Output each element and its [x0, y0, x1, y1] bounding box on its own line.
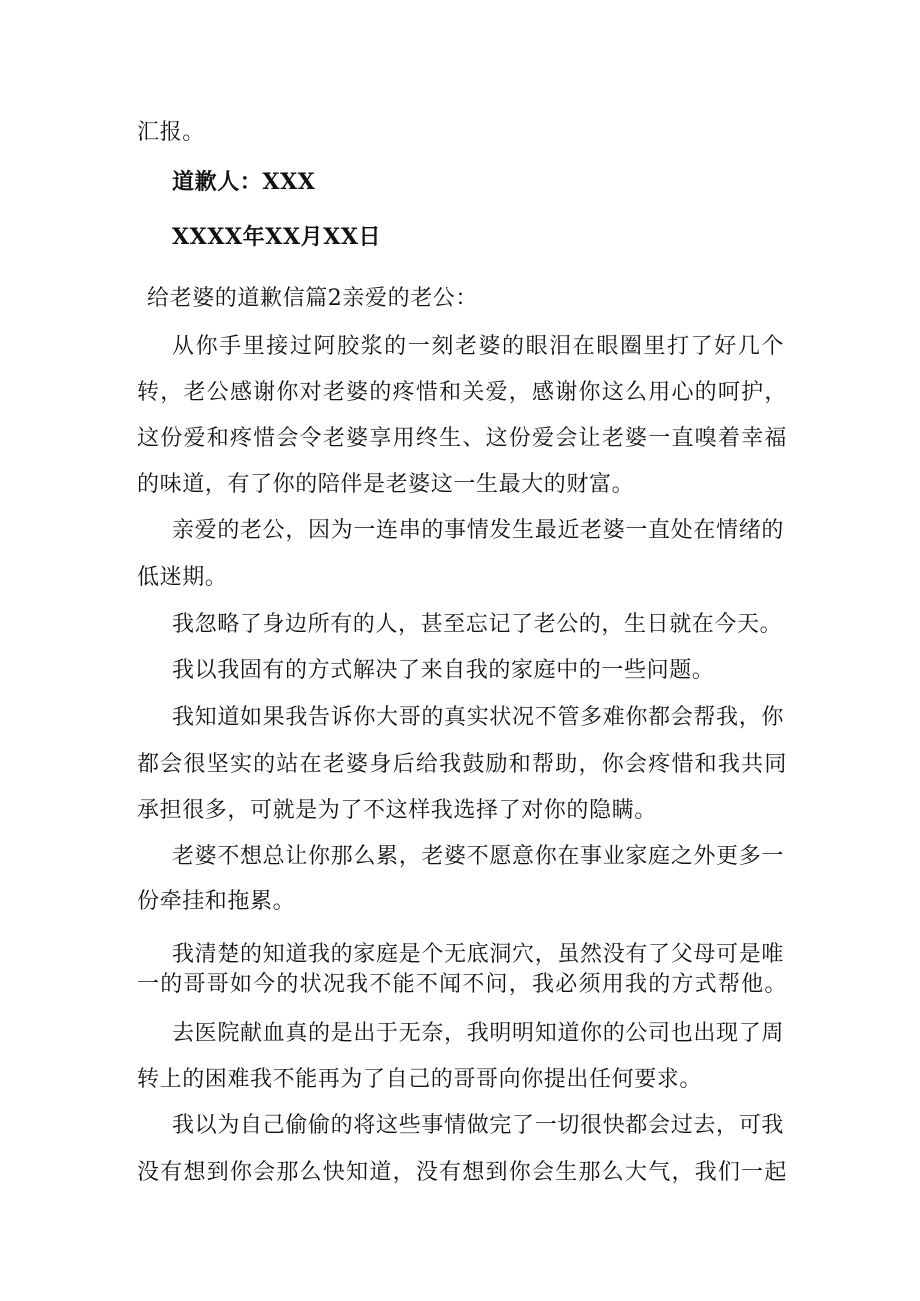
paragraph-line: 低迷期。 — [137, 565, 228, 590]
paragraph-line: 转，老公感谢你对老婆的疼惜和关爱，感谢你这么用心的呵护， — [137, 380, 787, 405]
paragraph-line: 我清楚的知道我的家庭是个无底洞穴，虽然没有了父母可是唯 — [172, 942, 784, 967]
paragraph-line: 转上的困难我不能再为了自己的哥哥向你提出任何要求。 — [137, 1067, 703, 1092]
paragraph-line: 老婆不想总让你那么累，老婆不愿意你在事业家庭之外更多一 — [172, 844, 784, 869]
paragraph-line: 我知道如果我告诉你大哥的真实状况不管多难你都会帮我，你 — [172, 705, 784, 730]
section-heading: 给老婆的道歉信篇2亲爱的老公： — [147, 286, 478, 311]
closing-text: 汇报。 — [137, 120, 205, 145]
paragraph-line: 去医院献血真的是出于无奈，我明明知道你的公司也出现了周 — [172, 1021, 784, 1046]
paragraph-line: 我以为自己偷偷的将这些事情做完了一切很快都会过去，可我 — [172, 1113, 784, 1138]
paragraph-line: 都会很坚实的站在老婆身后给我鼓励和帮助，你会疼惜和我共同 — [137, 752, 787, 777]
paragraph-line: 份牵挂和拖累。 — [137, 889, 296, 914]
paragraph-line: 从你手里接过阿胶浆的一刻老婆的眼泪在眼圈里打了好几个 — [172, 334, 784, 359]
date-line: XXXX年XX月XX日 — [172, 224, 382, 250]
signature-label: 道歉人：XXX — [172, 169, 316, 195]
paragraph-line: 承担很多，可就是为了不这样我选择了对你的隐瞒。 — [137, 798, 657, 823]
paragraph-line: 一的哥哥如今的状况我不能不闻不问，我必须用我的方式帮他。 — [137, 972, 787, 997]
paragraph-line: 我以我固有的方式解决了来自我的家庭中的一些问题。 — [172, 658, 715, 683]
paragraph-line: 这份爱和疼惜会令老婆享用终生、这份爱会让老婆一直嗅着幸福 — [137, 426, 787, 451]
paragraph-line: 的味道，有了你的陪伴是老婆这一生最大的财富。 — [137, 472, 635, 497]
paragraph-line: 亲爱的老公，因为一连串的事情发生最近老婆一直处在情绪的 — [172, 518, 784, 543]
paragraph-line: 我忽略了身边所有的人，甚至忘记了老公的，生日就在今天。 — [172, 612, 783, 637]
paragraph-line: 没有想到你会那么快知道，没有想到你会生那么大气，我们一起 — [137, 1160, 787, 1185]
